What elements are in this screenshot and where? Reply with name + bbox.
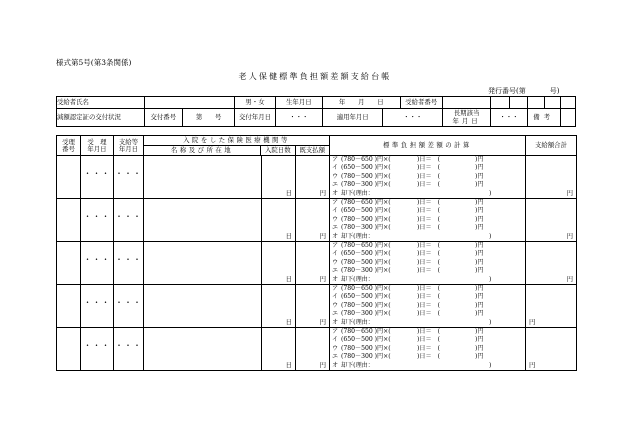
payment-date-dots: ・・・ (115, 341, 142, 350)
recipient-number-digit (527, 97, 544, 109)
ledger-row (57, 156, 577, 199)
total-yen-unit: 円 (566, 232, 573, 241)
receipt-date-cell (81, 156, 114, 199)
calc-key: イ (332, 164, 339, 172)
calc-equals: )日＝ ( (417, 215, 441, 223)
calc-line (332, 242, 525, 250)
calc-end: )円 (475, 310, 484, 318)
calc-equals: )日＝ ( (417, 344, 441, 352)
day-unit: 日 (285, 318, 292, 327)
calc-end: )円 (475, 293, 484, 301)
hospital-header-title: 入院をした保険医療機関等 (183, 136, 290, 144)
calc-line (332, 173, 525, 181)
payment-date-dots: ・・・ (115, 298, 142, 307)
name-location-header: 名称及び所在地 (144, 146, 261, 155)
calc-line (332, 259, 525, 267)
calc-key: ウ (332, 301, 339, 309)
issue-number-label: 発行番号(第 (488, 87, 526, 95)
calc-key: イ (332, 336, 339, 344)
calc-key: エ (332, 310, 339, 318)
payment-date-cell (114, 199, 144, 242)
form-number: 様式第5号(第3条関係) (56, 58, 132, 67)
calc-end: )円 (475, 207, 484, 215)
calc-end: )円 (475, 267, 484, 275)
calc-key: イ (332, 250, 339, 258)
yen-unit: 円 (319, 189, 326, 198)
calc-equals: )日＝ ( (417, 301, 441, 309)
day-unit: 日 (285, 232, 292, 241)
payment-date-header (114, 136, 144, 156)
total-cell (526, 285, 577, 328)
receipt-number-cell (57, 199, 81, 242)
calc-line (332, 310, 525, 318)
calc-line (332, 328, 525, 336)
header-line: 年月日 (118, 144, 139, 153)
calc-key: ウ (332, 344, 339, 352)
yen-unit: 円 (319, 275, 326, 284)
issue-number-label-cell: 交付番号 (144, 109, 182, 127)
calc-end: )円 (475, 215, 484, 223)
ledger-row (57, 199, 577, 242)
payment-date-dots: ・・・ (115, 169, 142, 178)
calc-equals: )日＝ ( (417, 285, 441, 292)
issue-date-field: ・・・ (275, 109, 322, 127)
calc-key: オ (332, 232, 339, 240)
calc-end: )円 (475, 250, 484, 258)
yen-unit: 円 (319, 361, 326, 370)
calc-end: )円 (475, 353, 484, 361)
receipt-date-cell (81, 199, 114, 242)
calc-formula: (780－500 )円×( (341, 172, 391, 180)
calc-end: ) (489, 232, 492, 240)
issue-number-suffix: 号) (549, 87, 560, 95)
calc-formula: (780－500 )円×( (341, 301, 391, 309)
calc-end: )円 (475, 328, 484, 335)
calc-formula: (780－500 )円×( (341, 215, 391, 223)
days-cell (262, 328, 296, 371)
payment-date-cell (114, 328, 144, 371)
calc-line (332, 207, 525, 215)
calculation-cell (330, 156, 526, 199)
day-unit: 日 (285, 361, 292, 370)
calc-end: )円 (475, 242, 484, 249)
calc-key: ウ (332, 258, 339, 266)
calc-equals: )日＝ ( (417, 181, 441, 189)
payment-date-dots: ・・・ (115, 212, 142, 221)
days-header: 入院日数 (261, 146, 295, 155)
calc-line (332, 362, 525, 370)
calculation-cell (330, 285, 526, 328)
ledger-row (57, 242, 577, 285)
calc-formula: (780－650 )円×( (341, 285, 391, 292)
total-cell (526, 328, 577, 371)
recipient-number-label: 受給者番号 (400, 97, 442, 109)
calc-end: ) (489, 189, 492, 197)
receipt-number-header (57, 136, 81, 156)
recipient-name-label: 受給者氏名 (57, 97, 145, 109)
calc-key: イ (332, 293, 339, 301)
calc-equals: )日＝ ( (417, 310, 441, 318)
payment-date-cell (114, 242, 144, 285)
hospital-header (144, 136, 330, 156)
calc-key: オ (332, 318, 339, 326)
gender-label: 男・女 (235, 97, 275, 109)
remarks-field (560, 109, 575, 127)
calc-end: )円 (475, 181, 484, 189)
day-unit: 日 (285, 275, 292, 284)
long-term-label-line2: 年月日 (452, 116, 481, 125)
total-yen-unit: 円 (566, 189, 573, 198)
receipt-date-header (81, 136, 114, 156)
long-term-label-line1: 長期該当 (453, 109, 480, 118)
calc-key: エ (332, 267, 339, 275)
calc-formula: (780－650 )円×( (341, 199, 391, 206)
paid-amount-cell (296, 242, 330, 285)
days-cell (262, 199, 296, 242)
recipient-number-digit (491, 97, 510, 109)
calc-formula: (650－500 )円×( (341, 207, 391, 215)
long-term-label (442, 109, 490, 127)
receipt-date-cell (81, 285, 114, 328)
calc-key: エ (332, 353, 339, 361)
recipient-number-digit (510, 97, 527, 109)
name-location-cell (144, 242, 262, 285)
calc-key: ア (332, 242, 339, 249)
days-cell (262, 242, 296, 285)
receipt-date-cell (81, 242, 114, 285)
apply-date-field: ・・・ (383, 109, 442, 127)
header-line: 支給等 (118, 137, 139, 146)
issue-date-label: 交付年月日 (235, 109, 275, 127)
calc-line (332, 319, 525, 327)
calc-line (332, 181, 525, 189)
total-cell (526, 156, 577, 199)
calc-equals: )日＝ ( (417, 258, 441, 266)
receipt-date-dots: ・・・ (83, 169, 111, 178)
total-cell (526, 242, 577, 285)
receipt-number-cell (57, 242, 81, 285)
receipt-date-dots: ・・・ (83, 255, 111, 264)
paid-amount-cell (296, 199, 330, 242)
calc-line (332, 345, 525, 353)
calc-end: )円 (475, 156, 484, 163)
calc-key: ア (332, 328, 339, 335)
paid-amount-cell (296, 285, 330, 328)
calc-line (332, 276, 525, 284)
calc-formula: (780－650 )円×( (341, 328, 391, 335)
calc-formula: (780－300 )円×( (341, 310, 391, 318)
receipt-date-cell (81, 328, 114, 371)
birth-label: 生年月日 (275, 97, 322, 109)
calc-end: )円 (475, 199, 484, 206)
name-location-cell (144, 285, 262, 328)
calc-equals: )日＝ ( (417, 267, 441, 275)
calc-equals: )日＝ ( (417, 293, 441, 301)
calc-equals: )日＝ ( (417, 353, 441, 361)
calc-end: ) (489, 275, 492, 283)
payment-date-cell (114, 285, 144, 328)
calc-line (332, 156, 525, 164)
calc-equals: )日＝ ( (417, 328, 441, 335)
calc-end: )円 (475, 336, 484, 344)
calc-key: エ (332, 181, 339, 189)
calc-equals: )日＝ ( (417, 156, 441, 163)
certificate-status-label: 減額認定証の交付状況 (57, 109, 145, 127)
recipient-name-field (144, 97, 235, 109)
calc-formula: (650－500 )円×( (341, 293, 391, 301)
calc-reject: 却下(理由： (341, 318, 374, 326)
receipt-number-cell (57, 285, 81, 328)
calc-formula: (780－300 )円×( (341, 353, 391, 361)
calc-key: ウ (332, 215, 339, 223)
yen-unit: 円 (319, 232, 326, 241)
paid-amount-header: 既支払額 (299, 146, 326, 154)
recipient-number-digit (442, 97, 490, 109)
calc-formula: (780－500 )円×( (341, 258, 391, 266)
name-location-cell (144, 328, 262, 371)
calc-formula: (780－500 )円×( (341, 344, 391, 352)
calculation-cell (330, 242, 526, 285)
calculation-header: 標準負担額差額の計算 (330, 136, 526, 156)
calc-formula: (780－650 )円×( (341, 156, 391, 163)
calc-line (332, 250, 525, 258)
calc-line (332, 302, 525, 310)
calc-end: )円 (475, 285, 484, 292)
calc-key: エ (332, 224, 339, 232)
header-line: 年月日 (87, 144, 107, 153)
calc-equals: )日＝ ( (417, 242, 441, 249)
calc-equals: )日＝ ( (417, 164, 441, 172)
calc-line (332, 267, 525, 275)
calc-equals: )日＝ ( (417, 172, 441, 180)
calc-key: オ (332, 189, 339, 197)
receipt-number-cell (57, 328, 81, 371)
calculation-cell (330, 328, 526, 371)
receipt-date-dots: ・・・ (83, 341, 111, 350)
calculation-cell (330, 199, 526, 242)
total-yen-unit: 円 (529, 318, 536, 327)
apply-date-label: 適用年月日 (323, 109, 383, 127)
calc-end: ) (489, 361, 492, 369)
calc-line (332, 190, 525, 198)
calc-reject: 却下(理由： (341, 232, 374, 240)
calc-line (332, 285, 525, 293)
long-term-date-field: ・・・ (491, 109, 527, 127)
page-title: 老人保健標準負担額差額支給台帳 (238, 72, 392, 81)
total-header: 支給額合計 (526, 136, 577, 156)
calc-line (332, 224, 525, 232)
calc-line (332, 336, 525, 344)
calc-line (332, 353, 525, 361)
calc-equals: )日＝ ( (417, 207, 441, 215)
calc-key: ア (332, 199, 339, 206)
receipt-number-cell (57, 156, 81, 199)
calc-formula: (650－500 )円×( (341, 164, 391, 172)
calc-key: オ (332, 361, 339, 369)
total-cell (526, 199, 577, 242)
birth-date-field: 年 月 日 (323, 97, 401, 109)
calc-formula: (780－300 )円×( (341, 181, 391, 189)
header-line: 受理 (62, 137, 75, 146)
calc-formula: (780－300 )円×( (341, 267, 391, 275)
day-unit: 日 (285, 189, 292, 198)
payment-date-dots: ・・・ (115, 255, 142, 264)
ledger-row (57, 285, 577, 328)
calc-line (332, 199, 525, 207)
remarks-label: 備考 (527, 109, 560, 127)
calc-end: )円 (475, 164, 484, 172)
paid-amount-cell (296, 156, 330, 199)
payment-date-cell (114, 156, 144, 199)
calc-line (332, 216, 525, 224)
calc-key: オ (332, 275, 339, 283)
calc-key: イ (332, 207, 339, 215)
calc-equals: )日＝ ( (417, 199, 441, 206)
receipt-date-dots: ・・・ (83, 298, 111, 307)
issue-number-value: 第 号 (182, 109, 234, 127)
name-location-cell (144, 156, 262, 199)
receipt-date-dots: ・・・ (83, 212, 111, 221)
calc-line (332, 233, 525, 241)
calc-formula: (650－500 )円×( (341, 336, 391, 344)
calc-end: ) (489, 318, 492, 326)
calc-end: )円 (475, 224, 484, 232)
calc-equals: )日＝ ( (417, 224, 441, 232)
calc-equals: )日＝ ( (417, 250, 441, 258)
name-location-cell (144, 199, 262, 242)
days-cell (262, 285, 296, 328)
calc-formula: (780－650 )円×( (341, 242, 391, 249)
calc-key: ウ (332, 172, 339, 180)
calc-formula: (780－300 )円×( (341, 224, 391, 232)
calc-line (332, 164, 525, 172)
recipient-number-digit (560, 97, 575, 109)
calc-end: )円 (475, 172, 484, 180)
calc-equals: )日＝ ( (417, 336, 441, 344)
calc-reject: 却下(理由： (341, 275, 374, 283)
total-yen-unit: 円 (529, 361, 536, 370)
calc-end: )円 (475, 344, 484, 352)
yen-unit: 円 (319, 318, 326, 327)
calc-key: ア (332, 285, 339, 292)
calc-line (332, 293, 525, 301)
recipient-number-digit (544, 97, 560, 109)
paid-amount-cell (296, 328, 330, 371)
calc-end: )円 (475, 301, 484, 309)
header-line: 受 理 (87, 137, 107, 146)
issue-number (488, 88, 559, 95)
calc-formula: (650－500 )円×( (341, 250, 391, 258)
calc-reject: 却下(理由： (341, 361, 374, 369)
calc-reject: 却下(理由： (341, 189, 374, 197)
recipient-info-table (56, 96, 576, 127)
ledger-table (56, 135, 577, 371)
calc-end: )円 (475, 258, 484, 266)
header-line: 番号 (62, 144, 75, 153)
days-cell (262, 156, 296, 199)
total-yen-unit: 円 (566, 275, 573, 284)
calc-key: ア (332, 156, 339, 163)
ledger-row (57, 328, 577, 371)
